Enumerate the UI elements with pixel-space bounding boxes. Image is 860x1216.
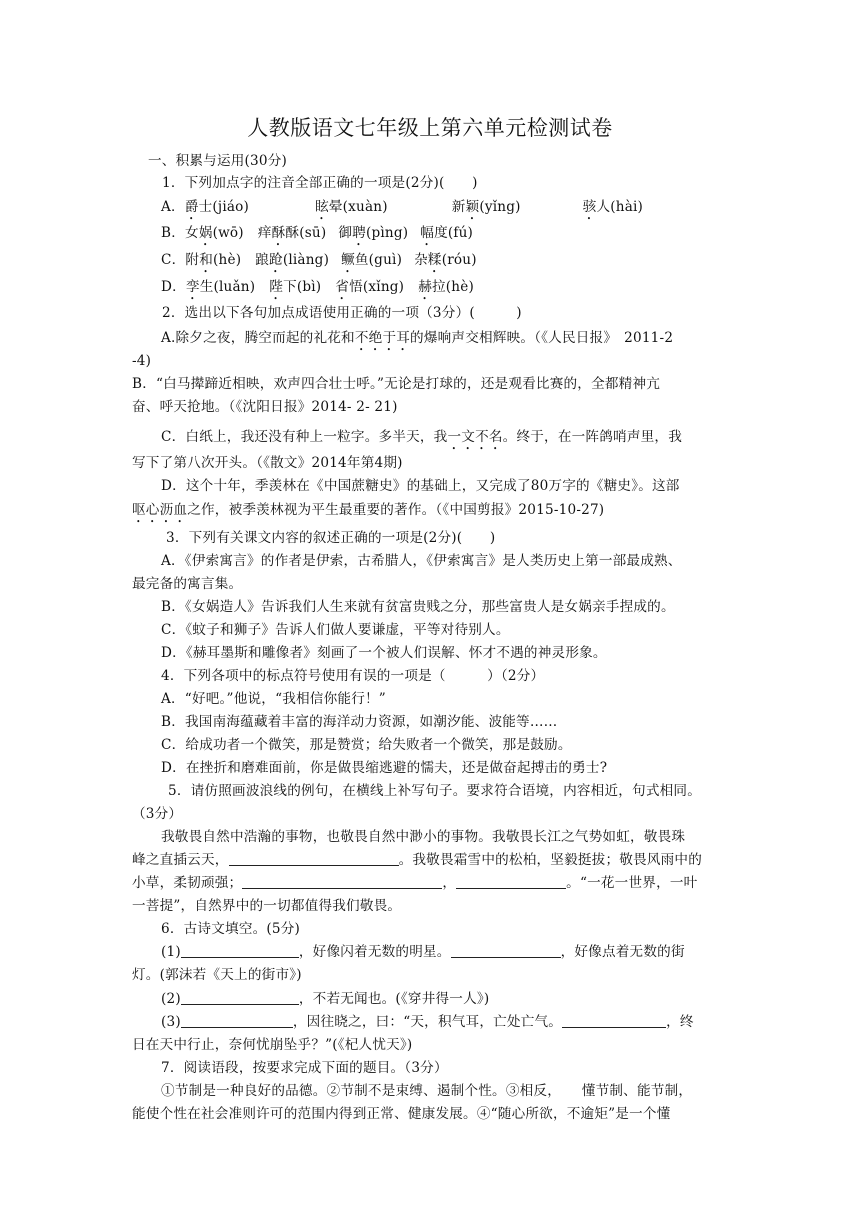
q4-option-c: C．给成功者一个微笑，那是赞赏；给失败者一个微笑，那是鼓励。 xyxy=(161,737,572,753)
answer-blank[interactable] xyxy=(451,943,561,958)
answer-blank[interactable] xyxy=(181,990,299,1005)
q5-passage-line1: 我敬畏自然中浩瀚的事物，也敬畏自然中渺小的事物。我敬畏长江之气势如虹，敬畏珠 xyxy=(161,829,686,845)
q1-option-d: D．孪生(luǎn) 陛下(bì) 省悟(xǐng) 赫拉(hè) xyxy=(161,279,474,295)
q4-stem: 4．下列各项中的标点符号使用有误的一项是（ ）（2分） xyxy=(161,668,545,684)
q3-option-a: A．《伊索寓言》的作者是伊索，古希腊人，《伊索寓言》是人类历史上第一部最成熟、 xyxy=(161,553,682,569)
q1-option-a: A．爵士(jiáo) 眩晕(xuàn) 新颖(yǐng) 骇人(hài) xyxy=(161,199,644,215)
q5-passage-line3: 小草，柔韧顽强； ， 。“一花一世界，一叶 xyxy=(132,875,698,891)
q3-stem: 3．下列有关课文内容的叙述正确的一项是(2分)( ) xyxy=(166,530,496,546)
q4-option-b: B．我国南海蕴藏着丰富的海洋动力资源，如潮汐能、波能等…… xyxy=(161,714,558,730)
section-heading: 一、积累与运用(30分) xyxy=(148,153,288,169)
q6-line2: 灯。(郭沫若《天上的街市》) xyxy=(132,967,302,983)
q2-option-b-cont: 奋、呼天抢地。（《沈阳日报》2014- 2- 21) xyxy=(132,399,398,415)
answer-blank[interactable] xyxy=(181,943,299,958)
q6-line3: (2) ，不若无闻也。(《穿井得一人》) xyxy=(161,991,490,1007)
q3-option-a-cont: 最完备的寓言集。 xyxy=(132,576,243,592)
q2-option-a-cont: -4) xyxy=(132,353,152,369)
q6-line1: (1) ，好像闪着无数的明星。 ，好像点着无数的街 xyxy=(161,944,685,960)
answer-blank[interactable] xyxy=(242,874,442,889)
q5-stem: 5．请仿照画波浪线的例句，在横线上补写句子。要求符合语境，内容相近，句式相同。 xyxy=(168,783,702,799)
q5-passage-line4: 一菩提”，自然界中的一切都值得我们敬畏。 xyxy=(132,898,402,914)
q1-option-c: C．附和(hè) 踉跄(liàng) 鳜鱼(guì) 杂糅(róu) xyxy=(161,252,477,268)
q3-option-b: B．《女娲造人》告诉我们人生来就有贫富贵贱之分，那些富贵人是女娲亲手捏成的。 xyxy=(161,599,675,615)
q6-line4: (3) ，因往晓之，曰：“天，积气耳，亡处亡气。 ，终 xyxy=(161,1014,694,1030)
q4-option-a: A．“好吧。”他说，“我相信你能行！” xyxy=(161,691,386,707)
q1-stem: 1．下列加点字的注音全部正确的一项是(2分)( ) xyxy=(162,175,478,191)
q1-option-b: B．女娲(wō) 痒酥酥(sū) 御聘(pìng) 幅度(fú) xyxy=(161,225,474,241)
q6-line5: 日在天中行止，奈何忧崩坠乎？”(《杞人忧天》) xyxy=(132,1037,413,1053)
q2-stem: 2．选出以下各句加点成语使用正确的一项（3分）( ) xyxy=(162,305,522,321)
q4-option-d: D．在挫折和磨难面前，你是做畏缩逃避的懦夫，还是做奋起搏击的勇士? xyxy=(161,760,608,776)
answer-blank[interactable] xyxy=(562,1013,666,1028)
q2-option-b: B．“白马撵蹄近相映，欢声四合壮士呼。”无论是打球的，还是观看比赛的，全都精神亢 xyxy=(132,376,661,392)
answer-blank[interactable] xyxy=(229,851,399,866)
answer-blank[interactable] xyxy=(181,1013,293,1028)
q7-passage-line2: 能使个性在社会准则许可的范围内得到正常、健康发展。④“随心所欲，不逾矩”是一个懂 xyxy=(132,1106,671,1122)
q2-option-c: C．白纸上，我还没有种上一粒字。多半天，我一文不名。终于，在一阵鸽哨声里，我 xyxy=(161,429,682,445)
q5-passage-line2: 峰之直插云天， 。我敬畏霜雪中的松柏，坚毅挺拔；敬畏风雨中的 xyxy=(132,852,703,868)
q3-option-d: D．《赫耳墨斯和雕像者》刻画了一个被人们误解、怀才不遇的神灵形象。 xyxy=(161,645,607,661)
q2-option-d-cont: 呕心沥血之作，被季羡林视为平生最重要的著作。（《中国剪报》2015-10-27) xyxy=(132,502,605,518)
q2-option-c-cont: 写下了第八次开头。（《散文》2014年第4期) xyxy=(132,455,403,471)
q7-stem: 7．阅读语段，按要求完成下面的题目。（3分） xyxy=(161,1060,448,1076)
q2-option-a: A.除夕之夜，腾空而起的礼花和不绝于耳的爆响声交相辉映。（《人民日报》 2011-2 xyxy=(161,330,674,346)
q3-option-c: C．《蚊子和狮子》告诉人们做人要谦虚，平等对待别人。 xyxy=(161,622,510,638)
q6-stem: 6．古诗文填空。(5分) xyxy=(161,921,301,937)
q7-passage-line1: ①节制是一种良好的品德。②节制不是束缚、遏制个性。③相反， 懂节制、能节制， xyxy=(161,1083,693,1099)
exam-title: 人教版语文七年级上第六单元检测试卷 xyxy=(247,116,613,140)
q2-option-d: D．这个十年，季羡林在《中国蔗糖史》的基础上，又完成了80万字的《糖史》。这部 xyxy=(161,478,680,494)
answer-blank[interactable] xyxy=(456,874,566,889)
q5-stem-cont: （3分） xyxy=(132,806,183,822)
